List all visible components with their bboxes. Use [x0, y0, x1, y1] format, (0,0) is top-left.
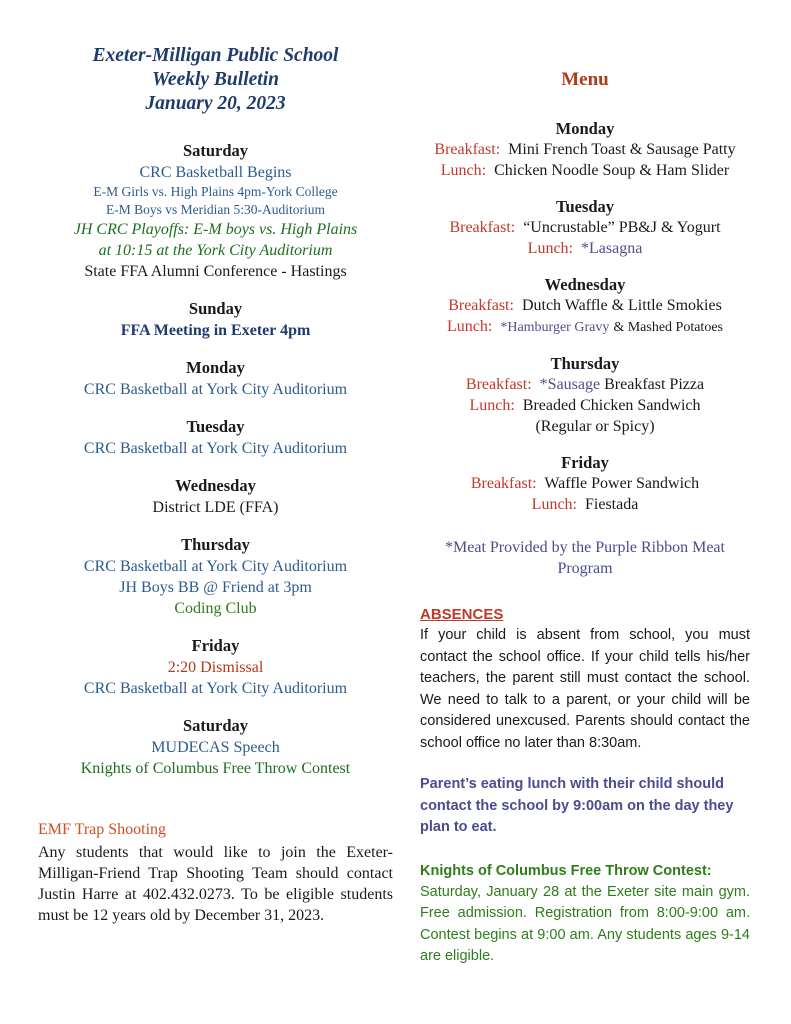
breakfast-item: Dutch Waffle & Little Smokies — [521, 297, 722, 314]
bulletin-subtitle: Weekly Bulletin — [152, 69, 279, 90]
lunch-item: Fiestada — [585, 496, 639, 513]
menu-day-heading: Monday — [555, 119, 615, 138]
event-item: Coding Club — [174, 600, 257, 617]
events-friday — [38, 635, 393, 699]
lunch-item-side: & Mashed Potatoes — [613, 320, 723, 335]
breakfast-item-meat: *Sausage — [539, 376, 601, 393]
lunch-item: Breaded Chicken Sandwich — [522, 397, 701, 414]
menu-lunch — [420, 238, 750, 259]
event-item: at 10:15 at the York City Auditorium — [98, 242, 333, 259]
menu-breakfast — [420, 295, 750, 316]
menu-day-heading: Tuesday — [555, 197, 615, 216]
right-column — [420, 0, 750, 968]
day-heading: Sunday — [188, 299, 243, 318]
menu-wednesday — [420, 274, 750, 338]
breakfast-label: Breakfast: — [465, 376, 532, 393]
day-heading: Tuesday — [186, 417, 245, 436]
menu-lunch — [420, 395, 750, 416]
trap-shooting-body: Any students that would like to join the Exeter-Milligan-Friend Trap Shooting Team should contact Justin Harre at 402.432.0273. To be eligible students must be 12 years old by December 31, 2023. — [38, 844, 393, 924]
event-item: JH Boys BB @ Friend at 3pm — [119, 579, 312, 596]
event-item: FFA Meeting in Exeter 4pm — [120, 322, 311, 339]
koc-heading: Knights of Columbus Free Throw Contest: — [420, 862, 712, 879]
day-heading: Thursday — [181, 535, 250, 554]
breakfast-item: Waffle Power Sandwich — [544, 475, 700, 492]
breakfast-item: “Uncrustable” PB&J & Yogurt — [523, 219, 721, 236]
trap-shooting-section — [38, 819, 393, 926]
menu-title: Menu — [561, 69, 609, 90]
events-saturday-next — [38, 715, 393, 779]
day-heading: Monday — [186, 358, 245, 377]
menu-lunch — [420, 494, 750, 515]
absences-heading: ABSENCES — [420, 606, 504, 623]
events-thursday — [38, 534, 393, 619]
menu-tuesday — [420, 196, 750, 259]
menu-breakfast — [420, 139, 750, 160]
event-item: MUDECAS Speech — [151, 739, 280, 756]
event-item: State FFA Alumni Conference - Hastings — [84, 263, 347, 280]
lunch-item-meat: *Hamburger Gravy — [500, 320, 610, 335]
day-heading: Wednesday — [175, 476, 256, 495]
lunch-label: Lunch: — [447, 318, 493, 335]
menu-breakfast — [420, 473, 750, 494]
lunch-item: Chicken Noodle Soup & Ham Slider — [494, 162, 730, 179]
breakfast-label: Breakfast: — [448, 297, 514, 314]
lunch-item: *Lasagna — [581, 240, 643, 257]
menu-day-heading: Thursday — [550, 354, 620, 373]
event-item: District LDE (FFA) — [152, 499, 279, 516]
lunch-label: Lunch: — [531, 496, 577, 513]
menu-monday — [420, 118, 750, 181]
event-item: Knights of Columbus Free Throw Contest — [80, 760, 351, 777]
menu-day-heading: Friday — [561, 453, 609, 472]
event-item: 2:20 Dismissal — [167, 659, 264, 676]
event-item: CRC Basketball Begins — [139, 164, 292, 181]
breakfast-label: Breakfast: — [470, 475, 537, 492]
breakfast-label: Breakfast: — [449, 219, 516, 236]
parents-lunch-notice: Parent’s eating lunch with their child should contact the school by 9:00am on the day they plan to eat. — [420, 776, 734, 835]
menu-lunch — [420, 316, 750, 338]
day-heading: Friday — [191, 636, 240, 655]
school-name: Exeter-Milligan Public School — [92, 45, 339, 66]
left-column — [38, 0, 393, 926]
day-heading: Saturday — [182, 141, 249, 160]
event-item: JH CRC Playoffs: E-M boys vs. High Plains — [73, 221, 358, 238]
breakfast-item: Mini French Toast & Sausage Patty — [508, 141, 736, 158]
menu-lunch — [420, 160, 750, 181]
meat-provider-note: *Meat Provided by the Purple Ribbon Meat Program — [445, 539, 725, 577]
lunch-label: Lunch: — [440, 162, 487, 179]
event-item: E-M Girls vs. High Plains 4pm-York College — [93, 184, 338, 199]
menu-thursday — [420, 353, 750, 437]
menu-friday — [420, 452, 750, 515]
events-wednesday — [38, 475, 393, 518]
event-item: E-M Boys vs Meridian 5:30-Auditorium — [106, 202, 325, 217]
menu-breakfast — [420, 374, 750, 395]
event-item: CRC Basketball at York City Auditorium — [83, 558, 348, 575]
breakfast-item: Breakfast Pizza — [604, 376, 705, 393]
event-item: CRC Basketball at York City Auditorium — [83, 680, 348, 697]
day-heading: Saturday — [182, 716, 249, 735]
event-item: CRC Basketball at York City Auditorium — [83, 381, 348, 398]
bulletin-header — [38, 44, 393, 116]
trap-shooting-heading: EMF Trap Shooting — [38, 821, 167, 838]
events-saturday — [38, 140, 393, 282]
menu-day-heading: Wednesday — [544, 275, 626, 294]
bulletin-date: January 20, 2023 — [145, 93, 286, 114]
event-item: CRC Basketball at York City Auditorium — [83, 440, 348, 457]
events-tuesday — [38, 416, 393, 459]
lunch-label: Lunch: — [469, 397, 515, 414]
events-sunday — [38, 298, 393, 341]
breakfast-label: Breakfast: — [434, 141, 501, 158]
menu-breakfast — [420, 217, 750, 238]
events-monday — [38, 357, 393, 400]
lunch-label: Lunch: — [527, 240, 573, 257]
absences-body: If your child is absent from school, you must contact the school office. If your child tells his/her teachers, the parent still must contact the school. We need to talk to a parent, or your child will be considered unexcused. Parents should contact the school office no later than 8:30am. — [420, 627, 750, 751]
koc-body: Saturday, January 28 at the Exeter site main gym. Free admission. Registration from 8:00-9:00 am. Contest begins at 9:00 am. Any students ages 9-14 are eligible. — [420, 883, 750, 964]
lunch-note: (Regular or Spicy) — [535, 418, 655, 435]
